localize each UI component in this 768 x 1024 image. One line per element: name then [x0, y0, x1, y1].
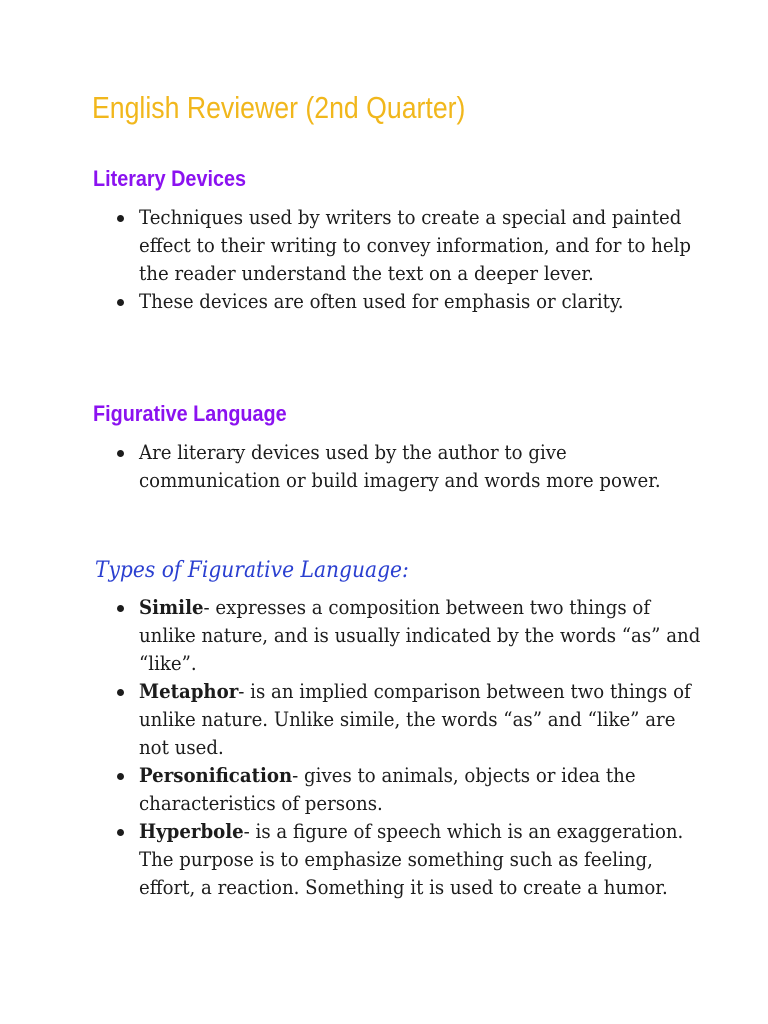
term-definition: - is a figure of speech which is an exaggeration. The purpose is to emphasize something such as feeling, effort, a reaction. Something it is used to create a humor. — [139, 820, 684, 899]
list-item-text: These devices are often used for emphasis or clarity. — [139, 290, 624, 313]
section-heading-figurative-language: Figurative Language — [93, 401, 287, 426]
term-label: Hyperbole — [139, 820, 244, 843]
term-label: Personification — [139, 764, 293, 787]
bullet-dot-icon — [117, 299, 124, 306]
literary-devices-list — [0, 204, 768, 316]
list-item-personification — [0, 762, 768, 818]
document-title: English Reviewer (2nd Quarter) — [92, 90, 466, 125]
list-item — [0, 288, 768, 316]
list-item-metaphor — [0, 678, 768, 762]
list-item-text: Techniques used by writers to create a special and painted effect to their writing to convey information, and for to help the reader understand the text on a deeper lever. — [139, 206, 692, 285]
section-heading-literary-devices: Literary Devices — [93, 166, 246, 191]
list-item — [0, 439, 768, 495]
list-item-text — [139, 818, 706, 902]
figurative-language-list — [0, 439, 768, 495]
list-item-simile — [0, 594, 768, 678]
bullet-dot-icon — [117, 605, 124, 612]
figurative-types-list — [0, 594, 768, 902]
subheading-types-of-figurative-language: Types of Figurative Language: — [95, 558, 409, 583]
term-label: Simile — [139, 596, 204, 619]
bullet-dot-icon — [117, 450, 124, 457]
list-item-text: Are literary devices used by the author to give communication or build imagery and words more power. — [139, 441, 661, 492]
bullet-dot-icon — [117, 773, 124, 780]
list-item-text — [139, 594, 706, 678]
term-definition: - gives to animals, objects or idea the characteristics of persons. — [139, 764, 636, 815]
term-definition: - expresses a composition between two things of unlike nature, and is usually indicated by the words “as” and “like”. — [139, 596, 701, 675]
bullet-dot-icon — [117, 689, 124, 696]
term-label: Metaphor — [139, 680, 239, 703]
list-item-text — [139, 678, 706, 762]
term-definition: - is an implied comparison between two things of unlike nature. Unlike simile, the words “as” and “like” are not used. — [139, 680, 691, 759]
bullet-dot-icon — [117, 829, 124, 836]
bullet-dot-icon — [117, 215, 124, 222]
list-item — [0, 204, 768, 288]
list-item-text — [139, 762, 706, 818]
list-item-hyperbole — [0, 818, 768, 902]
